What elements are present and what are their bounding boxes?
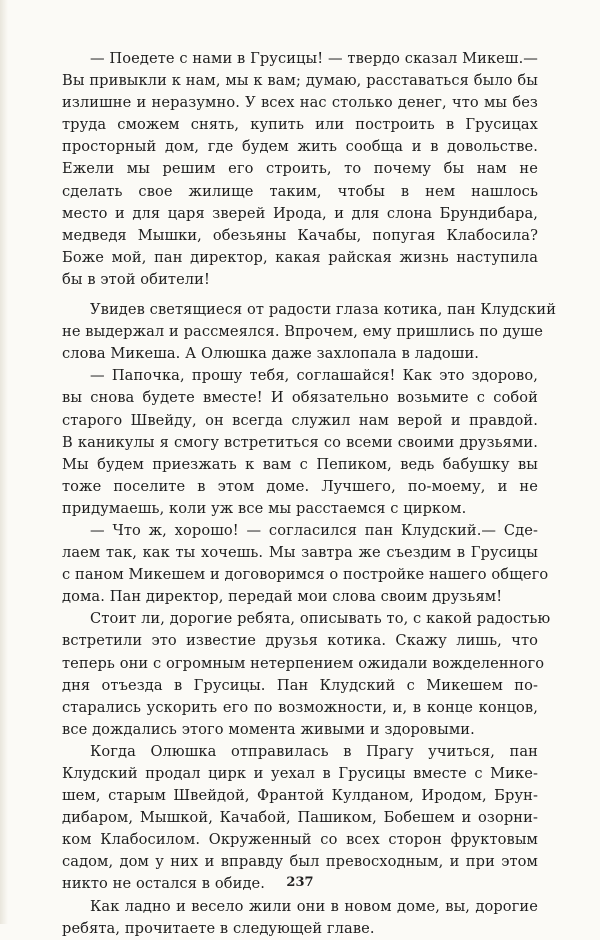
text-line: просторный дом, где будем жить сообща и в довольстве.	[62, 138, 538, 156]
text-line: дибаром, Мышкой, Качабой, Пашиком, Бобешем и озорни-	[62, 809, 538, 827]
text-line: ком Клабосилом. Окруженный со всех сторон фруктовым	[62, 831, 538, 849]
text-line: никто не остался в обиде.	[62, 875, 266, 893]
text-line: Стоит ли, дорогие ребята, описывать то, с какой радостью	[90, 610, 551, 628]
text-line: с паном Микешем и договоримся о постройке нашего общего	[62, 566, 549, 584]
text-line: дня отъезда в Грусицы. Пан Клудский с Микешем по-	[62, 676, 538, 694]
text-line: дома. Пан директор, передай мои слова своим друзьям!	[62, 588, 503, 606]
text-line: Как ладно и весело жили они в новом доме, вы, дорогие	[90, 897, 538, 915]
text-line: слова Микеша. А Олюшка даже захлопала в ладоши.	[62, 345, 480, 363]
text-line: тоже поселите в этом доме. Лучшего, по-моему, и не	[62, 477, 538, 495]
text-line: Клудский продал цирк и уехал в Грусицы вместе с Мике-	[62, 765, 538, 782]
text-line: ребята, прочитаете в следующей главе.	[62, 919, 375, 937]
text-line: Ежели мы решим его строить, то почему бы нам не	[62, 160, 538, 178]
text-line: бы в этой обители!	[62, 270, 210, 288]
text-line: встретили это известие друзья котика. Скажу лишь, что	[62, 632, 538, 650]
page-number: 237	[286, 875, 314, 890]
text-line: — Папочка, прошу тебя, соглашайся! Как это здорово,	[90, 367, 538, 385]
text-line: вы снова будете вместе! И обязательно возьмите с собой	[62, 389, 538, 407]
text-line: теперь они с огромным нетерпением ожидали вожделенного	[62, 654, 545, 672]
text-line: медведя Мышки, обезьяны Качабы, попугая Клабосила?	[62, 226, 538, 244]
text-line: все дождались этого момента живыми и здоровыми.	[62, 720, 475, 738]
text-line: садом, дом у них и вправду был превосходным, и при этом	[62, 853, 538, 871]
text-line: придумаешь, коли уж все мы расстаемся с цирком.	[62, 499, 467, 517]
text-line: Мы будем приезжать к вам с Пепиком, ведь бабушку вы	[62, 455, 538, 473]
text-line: лаем так, как ты хочешь. Мы завтра же съездим в Грусицы	[62, 544, 538, 562]
text-line: старались ускорить его по возможности, и, в конце концов,	[62, 698, 538, 716]
text-line: шем, старым Швейдой, Франтой Кулданом, Иродом, Брун-	[62, 787, 538, 805]
text-line: не выдержал и рассмеялся. Впрочем, ему пришлись по душе	[62, 323, 543, 341]
text-line: старого Швейду, он всегда служил нам верой и правдой.	[62, 411, 538, 429]
page-edge-shadow	[0, 0, 8, 924]
text-line: Вы привыкли к нам, мы к вам; думаю, расставаться было бы	[62, 72, 538, 90]
body-text	[62, 48, 557, 940]
text-line: труда сможем снять, купить или построить в Грусицах	[62, 116, 538, 134]
text-line: излишне и неразумно. У всех нас столько денег, что мы без	[62, 94, 538, 112]
text-line: Боже мой, пан директор, какая райская жизнь наступила	[62, 248, 538, 266]
text-line: сделать свое жилище таким, чтобы в нем нашлось	[62, 182, 538, 200]
text-line: — Поедете с нами в Грусицы! — твердо сказал Микеш.—	[90, 50, 538, 67]
text-line: Когда Олюшка отправилась в Прагу учиться, пан	[90, 742, 538, 760]
text-line: место и для царя зверей Ирода, и для слона Брундибара,	[62, 204, 538, 222]
text-line: — Что ж, хорошо! — согласился пан Клудский.— Сде-	[90, 521, 538, 539]
text-line: Увидев светящиеся от радости глаза котика, пан Клудский	[90, 301, 557, 319]
text-line: В каникулы я смогу встретиться со всеми своими друзьями.	[62, 433, 538, 451]
